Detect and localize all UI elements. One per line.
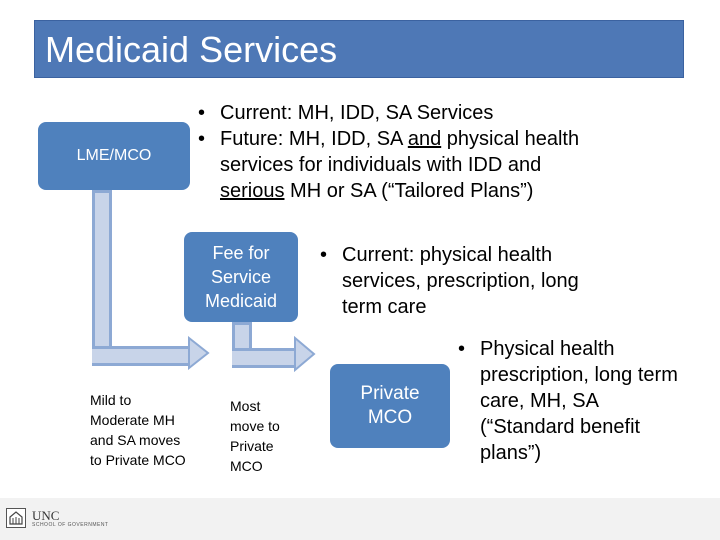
lme-mco-box	[38, 122, 190, 190]
ffs-arrow-head	[294, 336, 316, 372]
ffs-arrow-elbow	[232, 348, 298, 368]
unc-logo-subtext: SCHOOL OF GOVERNMENT	[32, 521, 109, 528]
page-title: Medicaid Services	[45, 29, 338, 70]
private-bullet-item: • Physical health prescription, long term care, MH, SA (“Standard benefit plans”)	[458, 336, 694, 466]
lme-arrow-head	[188, 336, 210, 370]
most-move-note: Most move to Private MCO	[230, 398, 280, 474]
lme-bullet-list	[198, 100, 598, 204]
title-bar	[34, 20, 684, 78]
ffs-bullet-list	[320, 242, 610, 320]
unc-logo-text: UNC	[32, 507, 60, 523]
unc-logo	[6, 508, 109, 528]
old-well-icon	[6, 508, 26, 528]
private-mco-label: Private MCO	[360, 383, 420, 428]
lme-bullet-future: • Future: MH, IDD, SA and physical health services for individuals with IDD and serious MH or SA (“Tailored Plans”)	[198, 126, 598, 204]
mild-moderate-note: Mild to Moderate MH and SA moves to Private MCO	[90, 392, 186, 468]
private-mco-box	[330, 364, 450, 448]
footer	[0, 498, 720, 540]
fee-for-service-box	[184, 232, 298, 322]
lme-bullet-current: • Current: MH, IDD, SA Services	[198, 100, 598, 126]
lme-mco-label: LME/MCO	[76, 147, 152, 164]
lme-down-arrow-shaft	[92, 190, 112, 363]
private-bullet-list	[458, 336, 694, 466]
fee-for-service-label: Fee for Service Medicaid	[204, 243, 278, 311]
lme-arrow-elbow	[92, 346, 192, 366]
ffs-bullet-current: • Current: physical health services, prescription, long term care	[320, 242, 610, 320]
